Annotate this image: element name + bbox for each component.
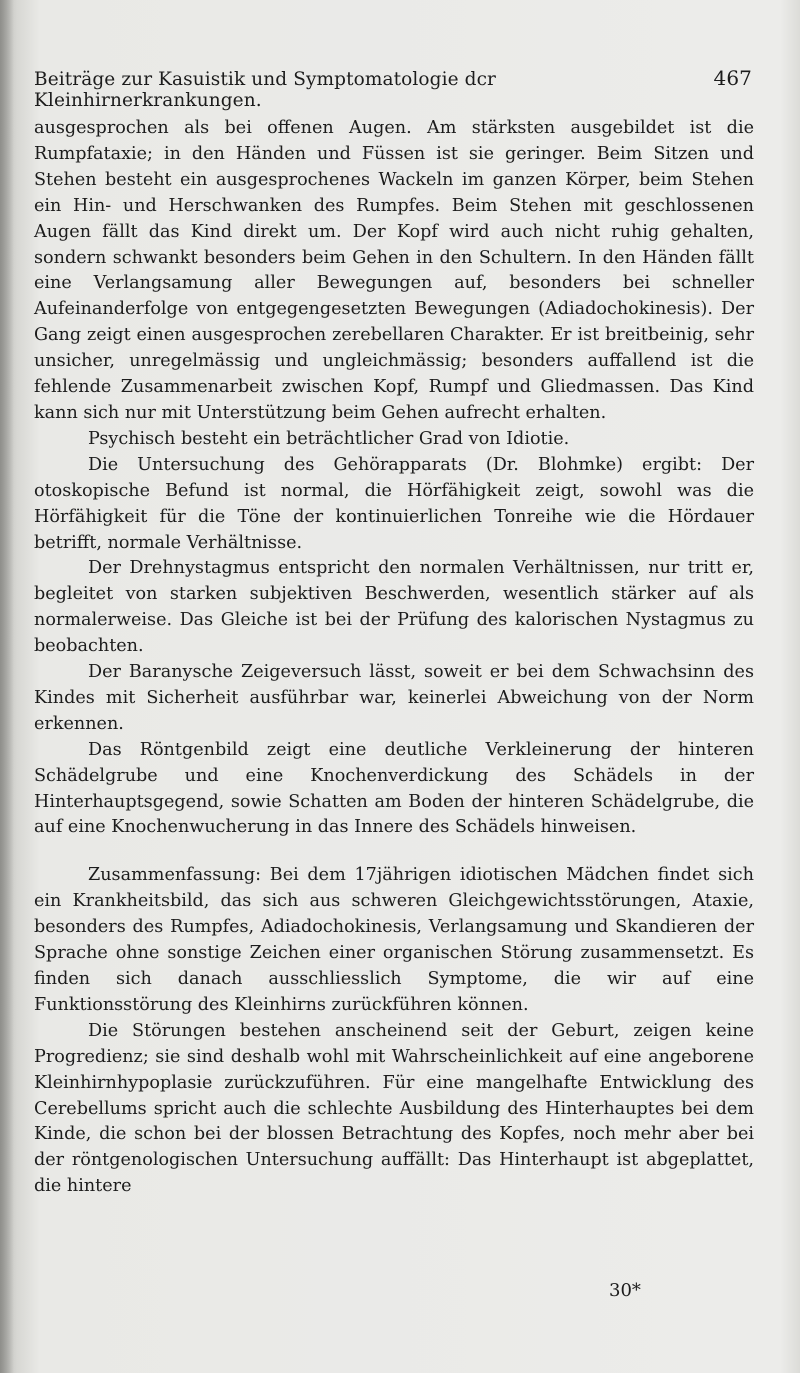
paragraph-zeigeversuch: Der Baranysche Zeigeversuch lässt, soweit er bei dem Schwachsinn des Kindes mit Sicherheit ausführbar war, keinerlei Abweichung von der Norm erkennen. xyxy=(34,662,754,734)
body-text xyxy=(34,116,754,1200)
signature-mark: 30* xyxy=(609,1280,641,1301)
running-header xyxy=(34,66,752,111)
paragraph-drehnystagmus: Der Drehnystagmus entspricht den normalen Verhältnissen, nur tritt er, begleitet von starken subjektiven Beschwerden, wesentlich stärker auf als normalerweise. Das Gleiche ist bei der Prüfung des kalorischen Nystagmus zu beobachten. xyxy=(34,558,754,657)
paragraph-findings: ausgesprochen als bei offenen Augen. Am stärksten ausgebildet ist die Rumpfataxie; in den Händen und Füssen ist sie geringer. Beim Sitzen und Stehen besteht ein ausgesprochenes Wackeln im ganzen Körper, beim Stehen ein Hin- und Herschwanken des Rumpfes. Beim Stehen mit geschlossenen Augen fällt das Kind direkt um. Der Kopf wird auch nicht ruhig gehalten, sondern schwankt besonders beim Gehen in den Schultern. In den Händen fällt eine Verlangsamung aller Bewegungen auf, besonders bei schneller Aufeinanderfolge von entgegengesetzten Bewegungen (Adiadochokinesis). Der Gang zeigt einen ausgesprochen zerebellaren Charakter. Er ist breitbeinig, sehr unsicher, unregelmässig und ungleichmässig; besonders auffallend ist die fehlende Zusammenarbeit zwischen Kopf, Rumpf und Gliedmassen. Das Kind kann sich nur mit Unterstützung beim Gehen aufrecht erhalten. xyxy=(34,118,754,423)
paragraph-zusammenfassung: Zusammenfassung: Bei dem 17jährigen idiotischen Mädchen findet sich ein Krankheitsbild, das sich aus schweren Gleichgewichtsstörungen, Ataxie, besonders des Rumpfes, Adiadochokinesis, Verlangsamung und Skandieren der Sprache ohne sonstige Zeichen einer organischen Störung zusammensetzt. Es finden sich danach ausschliesslich Symptome, die wir auf eine Funktionsstörung des Kleinhirns zurückführen können. xyxy=(34,865,754,1015)
paragraph-stoerungen: Die Störungen bestehen anscheinend seit der Geburt, zeigen keine Progredienz; sie sind deshalb wohl mit Wahrscheinlichkeit auf eine angeborene Kleinhirnhypoplasie zurückzuführen. Für eine mangelhafte Entwicklung des Cerebellums spricht auch die schlechte Ausbildung des Hinterhauptes bei dem Kinde, die schon bei der blossen Betrachtung des Kopfes, noch mehr aber bei der röntgenologischen Untersuchung auffällt: Das Hinterhaupt ist abgeplattet, die hintere xyxy=(34,1020,754,1197)
paragraph-roentgen: Das Röntgenbild zeigt eine deutliche Verkleinerung der hinteren Schädelgrube und eine Knochenverdickung des Schädels in der Hinterhauptsgegend, sowie Schatten am Boden der hinteren Schädelgrube, die auf eine Knochenwucherung in das Innere des Schädels hinweisen. xyxy=(34,739,754,838)
paragraph-gehoer: Die Untersuchung des Gehörapparats (Dr. Blohmke) ergibt: Der otoskopische Befund ist normal, die Hörfähigkeit zeigt, sowohl was die Hörfähigkeit für die Töne der kontinuierlichen Tonreihe wie die Hördauer betrifft, normale Verhältnisse. xyxy=(34,454,754,553)
gutter-shadow xyxy=(0,0,14,1373)
paragraph-psychisch: Psychisch besteht ein beträchtlicher Grad von Idiotie. xyxy=(88,428,570,449)
running-title: Beiträge zur Kasuistik und Symptomatologie dcr Kleinhirnerkrankungen. xyxy=(34,69,497,111)
page-number: 467 xyxy=(713,66,752,90)
